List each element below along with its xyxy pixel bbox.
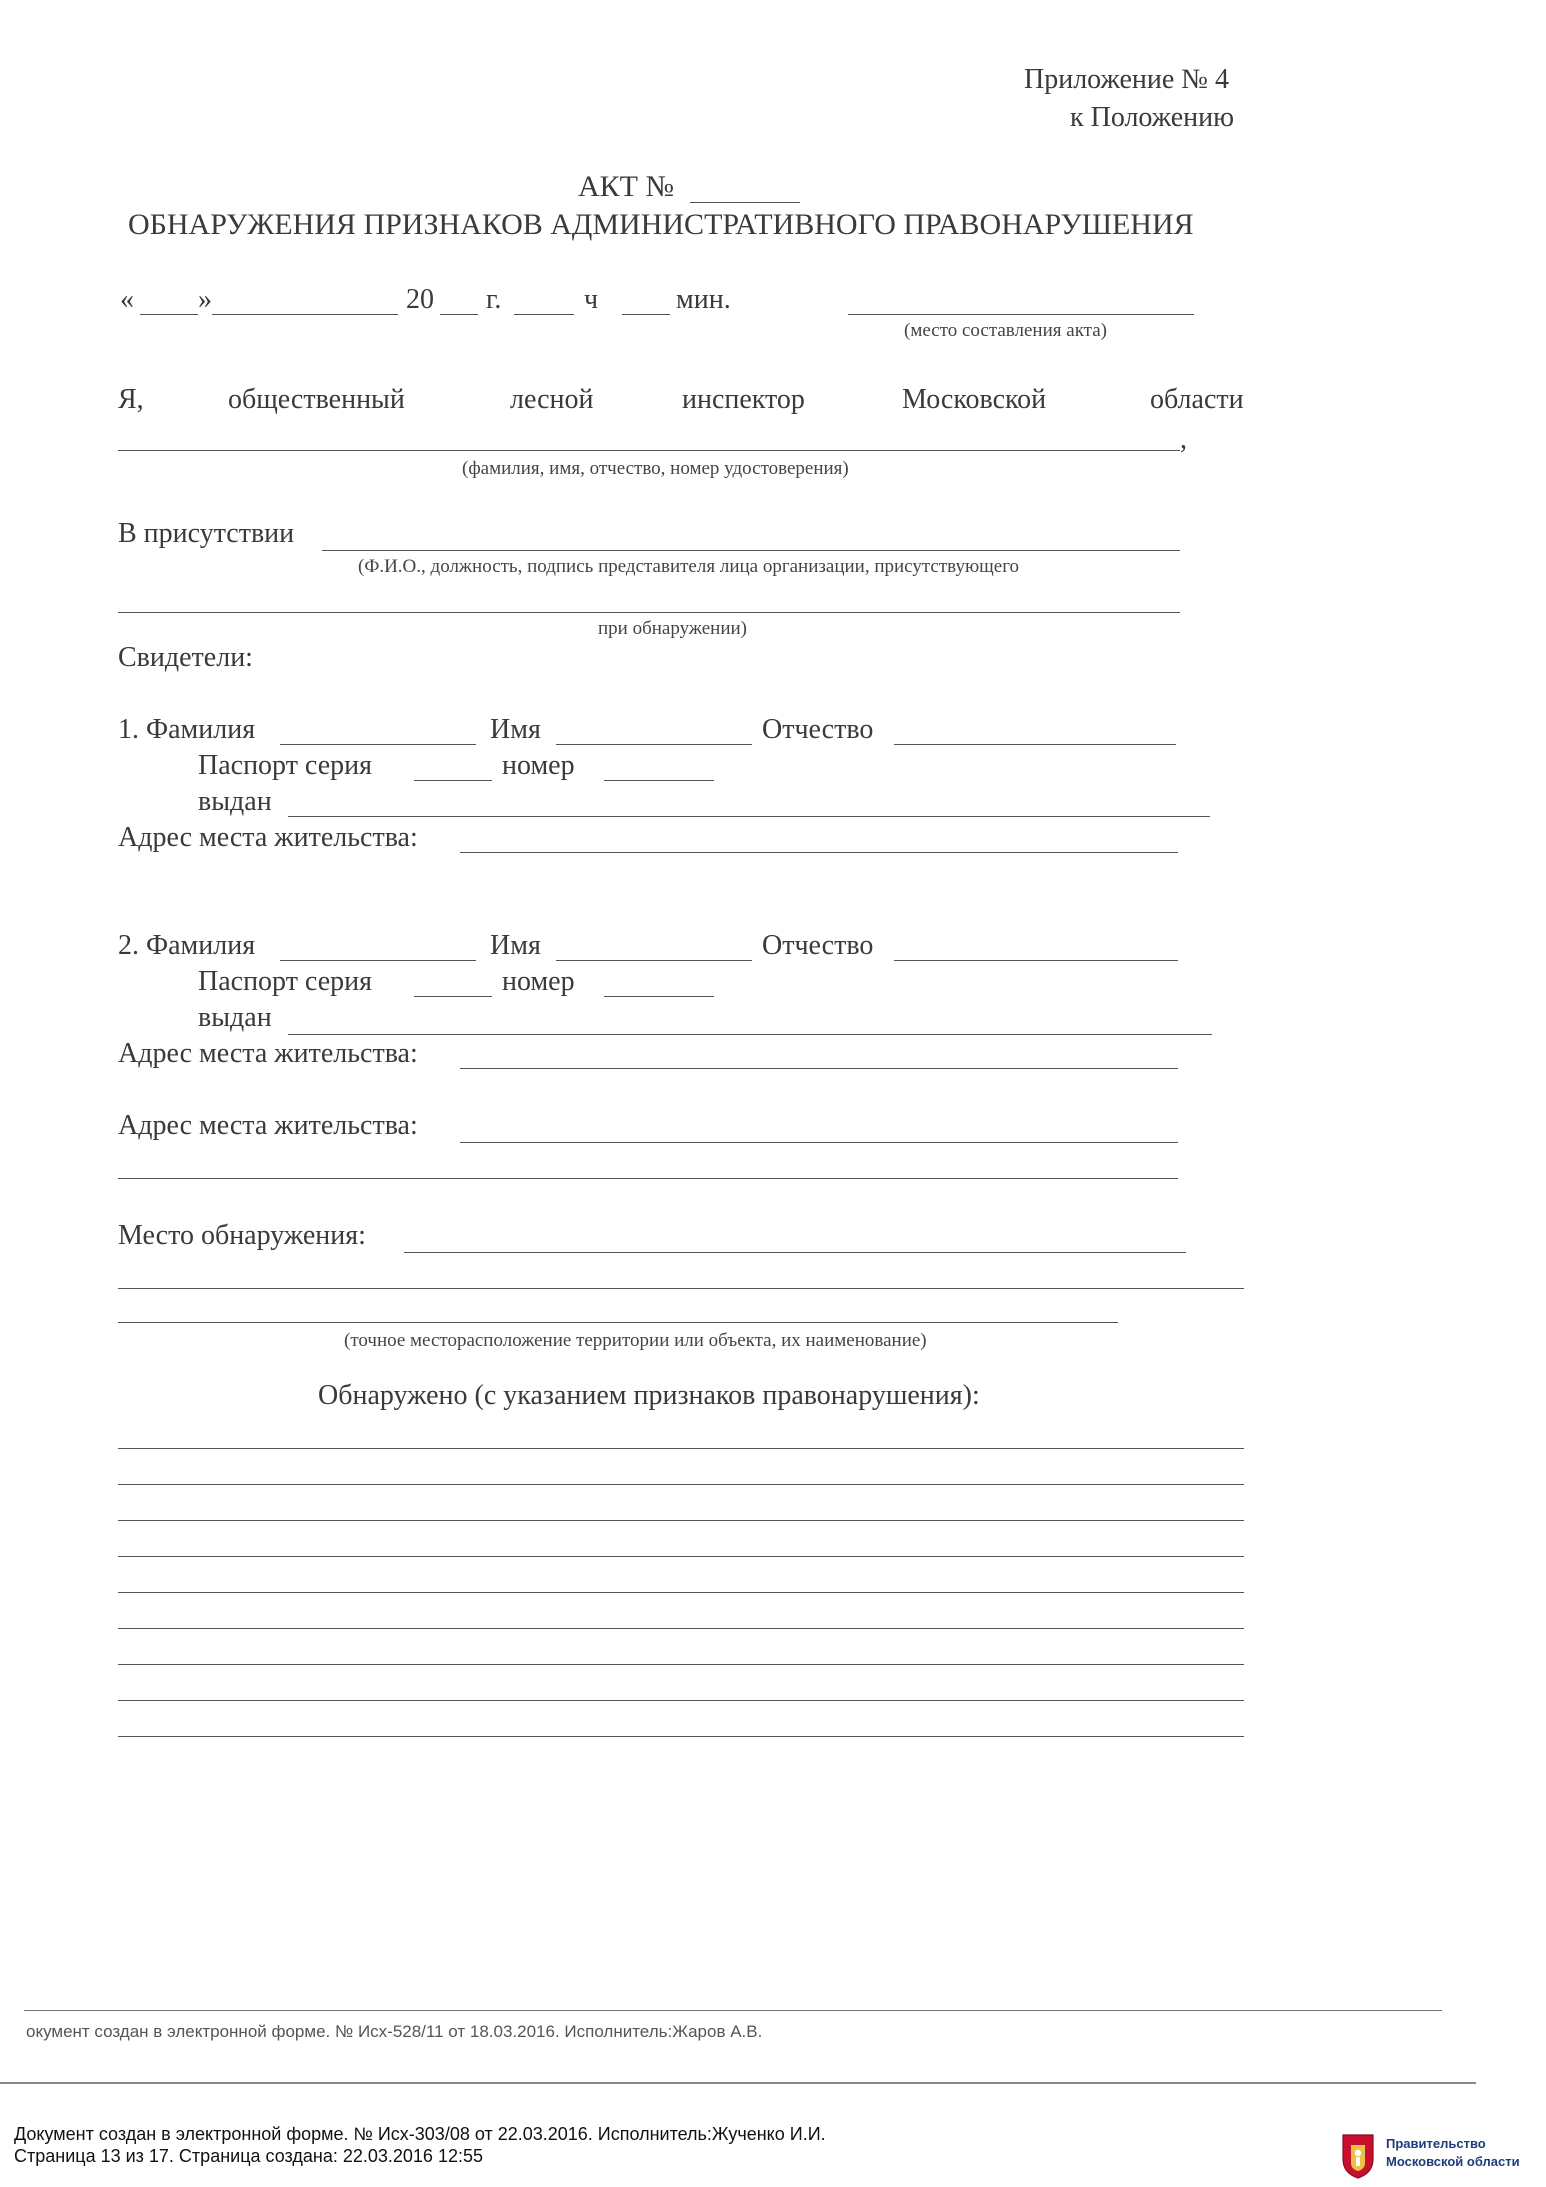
presence-line-2 [118, 612, 1180, 613]
witness1-surname-line [280, 744, 476, 745]
year-line [440, 314, 478, 315]
witness2-issued-label: выдан [198, 1002, 272, 1033]
location-line-1 [404, 1252, 1186, 1253]
witness1-number-label: номер [502, 750, 575, 781]
footer-rule [0, 2082, 1476, 2084]
witness2-series-line [414, 996, 492, 997]
witness1-name-label: Имя [490, 714, 541, 745]
witnesses-label: Свидетели: [118, 642, 253, 673]
witness2-patronymic-line [894, 960, 1178, 961]
witness2-patronymic-label: Отчество [762, 930, 874, 961]
witness1-number-line [604, 780, 714, 781]
witness1-address-label: Адрес места жительства: [118, 822, 418, 853]
footer-org-line-2: Московской области [1386, 2154, 1520, 2169]
inspector-word-5: Московской [902, 384, 1047, 415]
witness2-name-line [556, 960, 752, 961]
witness1-issued-label: выдан [198, 786, 272, 817]
found-line-2 [118, 1484, 1244, 1485]
witness1-issued-line [288, 816, 1210, 817]
address3-line-1 [460, 1142, 1178, 1143]
location-caption: (точное месторасположение территории или объекта, их наименование) [344, 1330, 927, 1351]
witness1-name-line [556, 744, 752, 745]
appendix-label: Приложение № 4 [1024, 64, 1229, 95]
witness2-name-label: Имя [490, 930, 541, 961]
found-line-5 [118, 1592, 1244, 1593]
found-line-9 [118, 1736, 1244, 1737]
place-caption: (место составления акта) [904, 320, 1107, 341]
location-line-3 [118, 1322, 1118, 1323]
inspector-comma: , [1180, 424, 1187, 455]
presence-line-1 [322, 550, 1180, 551]
inspector-word-4: инспектор [682, 384, 805, 415]
inspector-fio-line [118, 450, 1180, 451]
act-heading: ОБНАРУЖЕНИЯ ПРИЗНАКОВ АДМИНИСТРАТИВНОГО ПРАВОНАРУШЕНИЯ [128, 208, 1194, 241]
inspector-word-2: общественный [228, 384, 405, 415]
witness2-passport-label: Паспорт серия [198, 966, 372, 997]
place-line [848, 314, 1194, 315]
hour-line [514, 314, 574, 315]
year-prefix: 20 [406, 284, 434, 315]
regulation-label: к Положению [1070, 102, 1235, 133]
inner-footer-rule [24, 2010, 1442, 2011]
found-line-6 [118, 1628, 1244, 1629]
presence-label: В присутствии [118, 518, 295, 549]
witness1-patronymic-line [894, 744, 1176, 745]
found-line-3 [118, 1520, 1244, 1521]
witness2-address-line [460, 1068, 1178, 1069]
witness2-surname-line [280, 960, 476, 961]
minutes-label: мин. [676, 284, 731, 315]
minutes-line [622, 314, 670, 315]
witness2-number-line [604, 996, 714, 997]
inspector-word-1: Я, [118, 384, 144, 415]
address3-label: Адрес места жительства: [118, 1110, 418, 1141]
found-line-4 [118, 1556, 1244, 1557]
location-line-2 [118, 1288, 1244, 1289]
witness2-address-label: Адрес места жительства: [118, 1038, 418, 1069]
day-line [140, 314, 198, 315]
moscow-region-crest-icon [1340, 2133, 1376, 2179]
witness1-address-line [460, 852, 1178, 853]
found-line-7 [118, 1664, 1244, 1665]
location-label: Место обнаружения: [118, 1220, 366, 1251]
found-label: Обнаружено (с указанием признаков правонарушения): [318, 1380, 980, 1411]
witness2-number-label: номер [502, 966, 575, 997]
inner-footer-text: окумент создан в электронной форме. № Исх-528/11 от 18.03.2016. Исполнитель:Жаров А.В. [26, 2022, 763, 2041]
inspector-word-3: лесной [510, 384, 594, 415]
footer-org-line-1: Правительство [1386, 2136, 1486, 2151]
inspector-word-6: области [1150, 384, 1244, 415]
witness1-surname-label: 1. Фамилия [118, 714, 256, 745]
act-number-line [690, 202, 800, 203]
witness1-series-line [414, 780, 492, 781]
witness1-patronymic-label: Отчество [762, 714, 874, 745]
date-open-quote: « [120, 284, 134, 315]
footer-line-1: Документ создан в электронной форме. № Исх-303/08 от 22.03.2016. Исполнитель:Жученко И.И. [14, 2124, 826, 2144]
witness2-surname-label: 2. Фамилия [118, 930, 256, 961]
inspector-caption: (фамилия, имя, отчество, номер удостоверения) [462, 458, 849, 479]
witness2-issued-line [288, 1034, 1212, 1035]
footer-line-2: Страница 13 из 17. Страница создана: 22.03.2016 12:55 [14, 2146, 483, 2166]
presence-caption-1: (Ф.И.О., должность, подпись представителя лица организации, присутствующего [358, 556, 1020, 577]
found-line-8 [118, 1700, 1244, 1701]
address3-line-2 [118, 1178, 1178, 1179]
act-number-label: АКТ № [578, 170, 675, 203]
witness1-passport-label: Паспорт серия [198, 750, 372, 781]
year-suffix: г. [486, 284, 502, 315]
hour-label: ч [584, 284, 599, 315]
date-close-quote: » [198, 284, 212, 315]
found-line-1 [118, 1448, 1244, 1449]
presence-caption-2: при обнаружении) [598, 618, 747, 639]
month-line [212, 314, 398, 315]
